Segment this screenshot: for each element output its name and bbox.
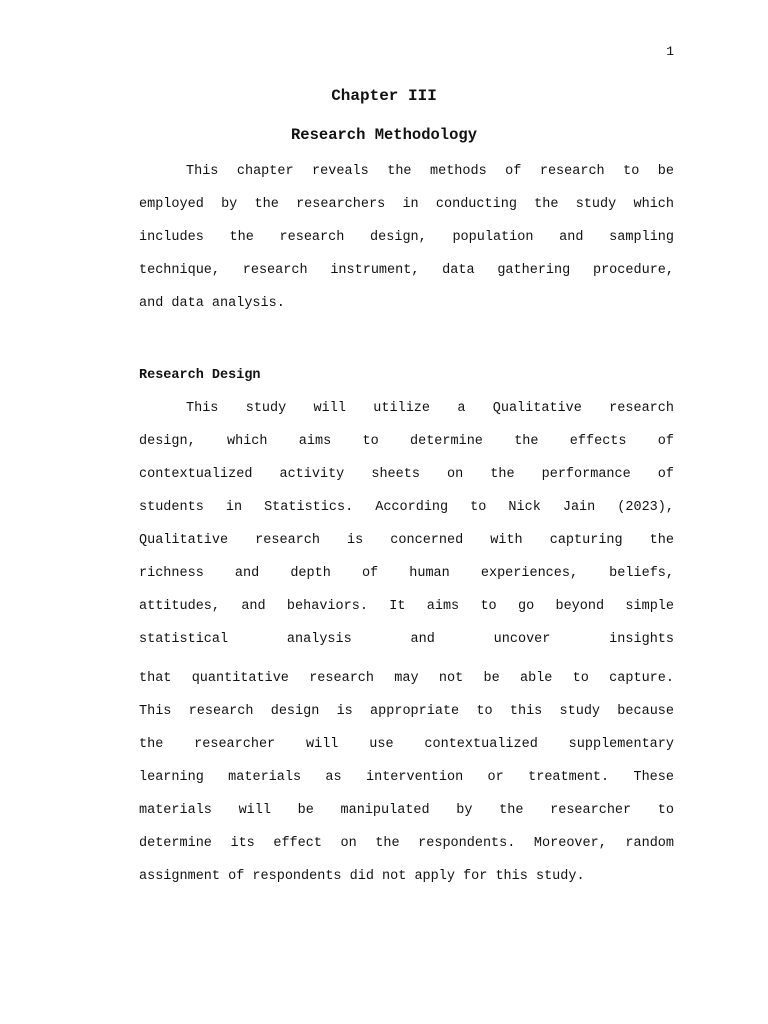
- paragraph-line: includes the research design, population and sampling: [139, 230, 674, 245]
- paragraph-line: materials will be manipulated by the researcher to: [139, 803, 674, 818]
- paragraph-line: technique, research instrument, data gathering procedure,: [139, 263, 674, 278]
- chapter-title: Chapter III: [331, 87, 437, 105]
- paragraph-line: the researcher will use contextualized supplementary: [139, 737, 674, 752]
- paragraph-line: assignment of respondents did not apply for this study.: [139, 869, 585, 884]
- paragraph-line: contextualized activity sheets on the performance of: [139, 467, 674, 482]
- paragraph-line: richness and depth of human experiences, beliefs,: [139, 566, 674, 581]
- paragraph-line: This research design is appropriate to this study because: [139, 704, 674, 719]
- paragraph-line: learning materials as intervention or treatment. These: [139, 770, 674, 785]
- paragraph-line: design, which aims to determine the effects of: [139, 434, 674, 449]
- page-number: 1: [666, 44, 674, 59]
- paragraph-line: students in Statistics. According to Nick Jain (2023),: [139, 500, 674, 515]
- paragraph-line: statistical analysis and uncover insights: [139, 632, 674, 647]
- paragraph-line: determine its effect on the respondents. Moreover, random: [139, 836, 674, 851]
- paragraph-line: This chapter reveals the methods of research to be: [186, 164, 674, 179]
- paragraph-line: attitudes, and behaviors. It aims to go beyond simple: [139, 599, 674, 614]
- paragraph-line: Qualitative research is concerned with capturing the: [139, 533, 674, 548]
- paragraph-line: This study will utilize a Qualitative research: [186, 401, 674, 416]
- chapter-subtitle: Research Methodology: [290, 126, 478, 144]
- paragraph-line: employed by the researchers in conducting the study which: [139, 197, 674, 212]
- paragraph-line: that quantitative research may not be able to capture.: [139, 671, 674, 686]
- section-heading: Research Design: [139, 368, 261, 383]
- paragraph-line: and data analysis.: [139, 296, 285, 311]
